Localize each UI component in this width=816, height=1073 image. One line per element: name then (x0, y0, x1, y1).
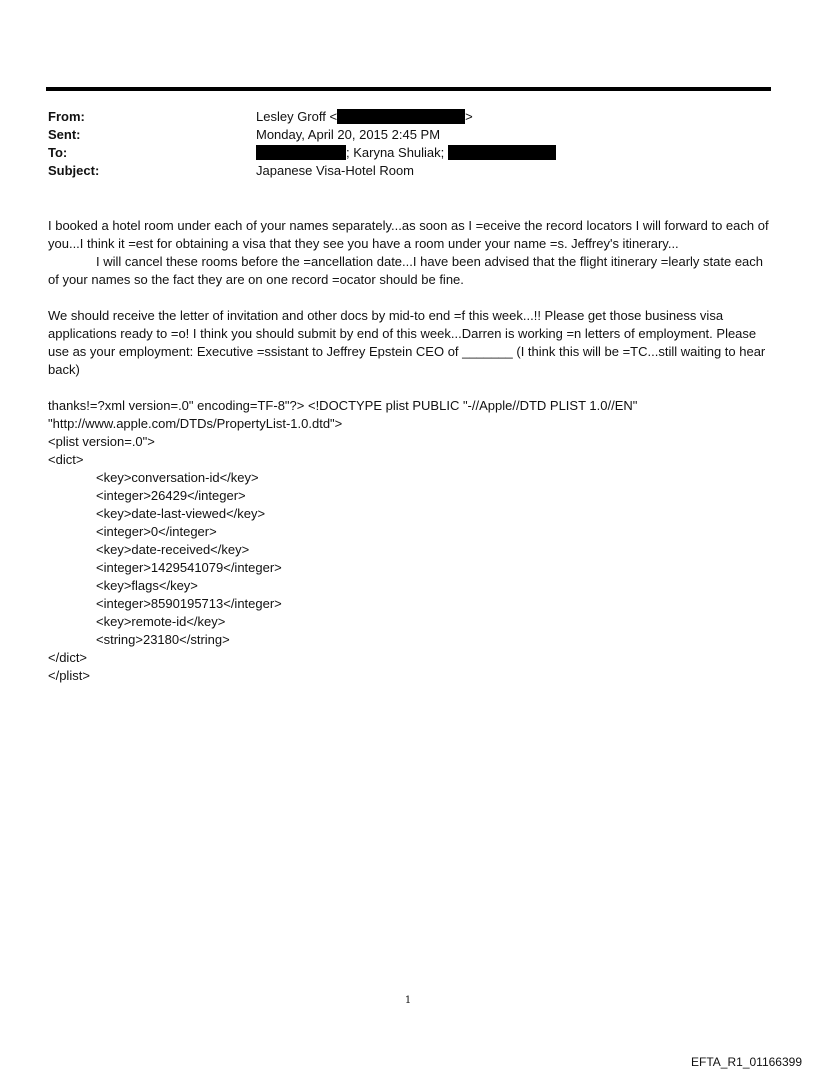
dict-line: <integer>0</integer> (96, 524, 217, 539)
paragraph-1-text: I booked a hotel room under each of your names separately...as soon as I =eceive the record locators I will forward to each of you...I think it =est for obtaining a visa that they see you have a room under your name =s. Jeffrey's itinerary... (48, 218, 769, 251)
subject-value: Japanese Visa-Hotel Room (256, 163, 415, 178)
xml-line: thanks!=?xml version=.0" encoding=TF-8"?> <!DOCTYPE plist PUBLIC "-//Apple//DTD PLIST 1.0//EN" (48, 398, 638, 413)
bates-number: EFTA_R1_01166399 (691, 1055, 802, 1069)
from-label: From: (48, 109, 85, 124)
paragraph-2: We should receive the letter of invitation and other docs by mid-to end =f this week...!! Please get those business visa applications ready to =o! I think you should submit by end of this week...Darren is working =n letters of employment. Please use as your employment: Executive =ssistant to Jeffrey Epstein CEO of _______ (I think this will be =TC...still waiting to hear back) (48, 308, 766, 377)
paragraph-1-continuation: I will cancel these rooms before the =ancellation date...I have been advised that the flight itinerary =learly state each of your names so the fact they are on one record =ocator should be fine. (48, 254, 764, 287)
redacted-sender-email (337, 109, 465, 124)
header-rule (46, 87, 771, 91)
page-number: 1 (404, 995, 412, 1006)
subject-label: Subject: (48, 163, 100, 178)
sender-name: Lesley Groff < (256, 109, 338, 124)
dict-line: <string>23180</string> (96, 632, 230, 647)
from-value (256, 108, 473, 126)
plist-block (48, 397, 770, 685)
xml-line: </dict> (48, 650, 88, 665)
to-recipients: ; Karyna Shuliak; (346, 145, 445, 160)
paragraph-1 (48, 217, 770, 289)
redacted-recipient-2 (448, 145, 556, 160)
xml-line: </plist> (48, 668, 90, 683)
dict-line: <key>date-last-viewed</key> (96, 506, 266, 521)
sent-value: Monday, April 20, 2015 2:45 PM (256, 127, 441, 142)
dict-line: <key>date-received</key> (96, 542, 250, 557)
dict-line: <key>conversation-id</key> (96, 470, 259, 485)
to-label: To: (48, 145, 68, 160)
dict-line: <key>remote-id</key> (96, 614, 226, 629)
redacted-recipient-1 (256, 145, 346, 160)
xml-line: "http://www.apple.com/DTDs/PropertyList-1.0.dtd"> (48, 416, 343, 431)
dict-line: <integer>8590195713</integer> (96, 596, 282, 611)
xml-line: <plist version=.0"> (48, 434, 155, 449)
email-body (48, 217, 770, 685)
to-value (256, 144, 556, 162)
dict-line: <integer>1429541079</integer> (96, 560, 282, 575)
dict-line: <key>flags</key> (96, 578, 198, 593)
from-close: > (465, 109, 473, 124)
sent-label: Sent: (48, 127, 81, 142)
dict-line: <integer>26429</integer> (96, 488, 246, 503)
xml-line: <dict> (48, 452, 84, 467)
